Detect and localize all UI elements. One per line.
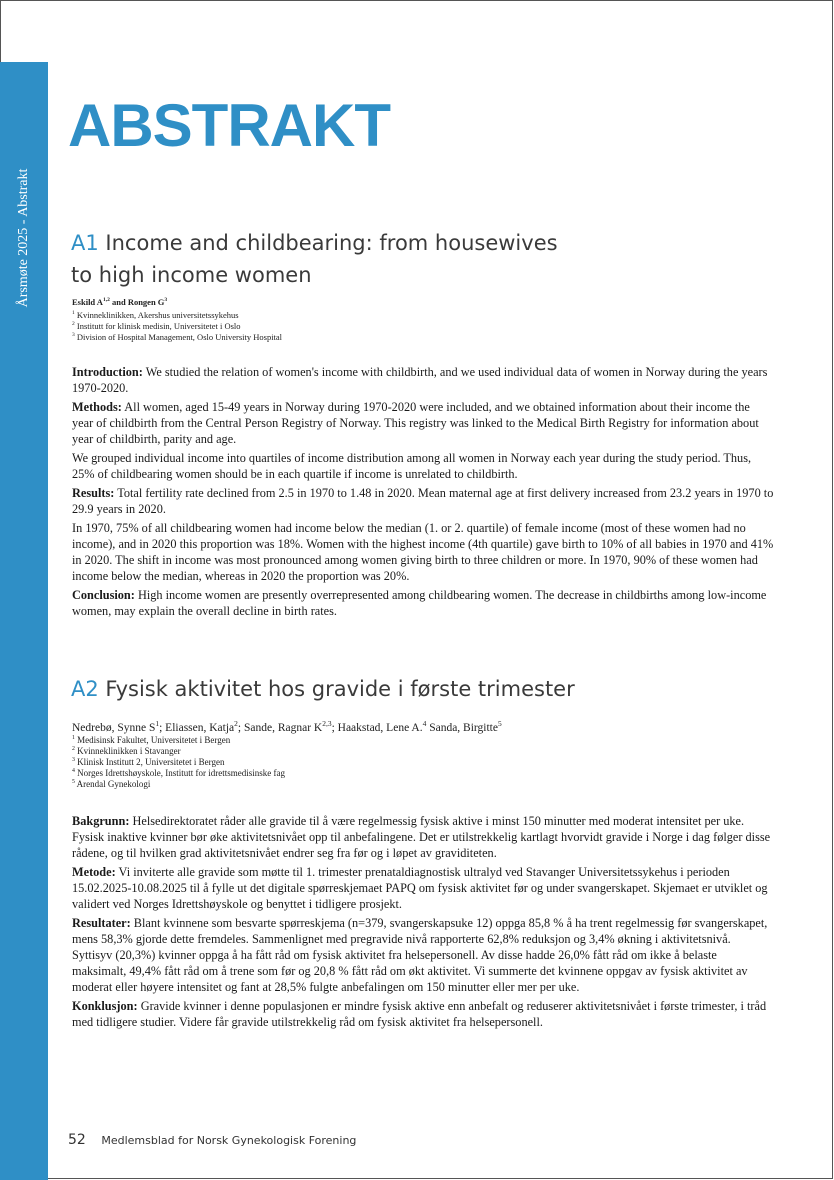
a1-authors-block: [72, 297, 282, 343]
a2-author-names: Nedrebø, Synne $S^1$; Eliassen, Katja$^2$; Sande, Ragnar K$^{2,3}$; Haakstad, Lene A.$^4$ Sanda, Birgitte$^5$: [72, 719, 502, 734]
a1-paragraph-text: We studied the relation of women's income with childbirth, and we used individual data of women in Norway during the years 1970-2020.: [72, 365, 768, 395]
publication-name: Medlemsblad for Norsk Gynekologisk Forening: [101, 1134, 357, 1147]
a2-title: Fysisk aktivitet hos gravide i første trimester: [105, 677, 575, 701]
a2-paragraph: [72, 915, 774, 995]
a2-body: [72, 813, 774, 1033]
a1-paragraph-text: Total fertility rate declined from 2.5 in 1970 to 1.48 in 2020. Mean maternal age at first delivery increased from 23.2 years in 1970 to 29.9 years in 2020.: [72, 486, 774, 516]
a1-affiliation: $^3$ Division of Hospital Management, Oslo University Hospital: [72, 332, 283, 342]
page-title: ABSTRAKT: [68, 92, 390, 159]
page-number: 52: [68, 1132, 86, 1148]
a2-paragraph: [72, 813, 774, 861]
a1-paragraph: [72, 485, 774, 517]
a2-number: A2: [71, 677, 99, 701]
a2-paragraph-text: Helsedirektoratet råder alle gravide til å være regelmessig fysisk aktive i minst 150 minutter med moderat intensitet per uke. Fysisk inaktive kvinner bør øke aktivitetsnivået opp til anbefalingene. Det er utilstrekkelig kartlagt hvorvidt gravide i Norge i dag følger disse rådene, og til hvilken grad aktivitetsnivået endrer seg fra før og i løpet av graviditeten.: [72, 814, 771, 860]
a1-paragraph: [72, 520, 774, 584]
a1-paragraph-text: All women, aged 15-49 years in Norway during 1970-2020 were included, and we obtained information about their income the year of childbirth from the Central Person Registry of Norway. This registry was linked to the Medical Birth Registry for information about year of childbirth, parity and age.: [72, 400, 759, 446]
a2-paragraph-label: Metode:: [72, 865, 116, 879]
a1-number: A1: [71, 231, 99, 255]
a1-paragraph: [72, 450, 774, 482]
a1-paragraph-text: High income women are presently overrepresented among childbearing women. The decrease in childbirths among low-income women, may explain the overall decline in birth rates.: [72, 588, 767, 618]
a2-paragraph-label: Resultater:: [72, 916, 131, 930]
a1-body: [72, 364, 774, 622]
a1-paragraph-text: We grouped individual income into quartiles of income distribution among all women in Norway each year during the study period. Thus, 25% of childbearing women should be in each quartile if income is unrelated to childbirth.: [72, 451, 752, 481]
sidebar-label: Årsmøte 2025 - Abstrakt: [16, 168, 31, 308]
a2-paragraph-text: Vi inviterte alle gravide som møtte til 1. trimester prenataldiagnostisk ultralyd ved Stavanger Universitetssykehus i perioden 15.02.2025-10.08.2025 til å fylle ut det digitale spørreskjemaet PAPQ om fysisk aktivitet før og under svangerskapet. Skjemaet er utviklet og validert ved Norges Idrettshøyskole og benyttet i tidligere prosjekt.: [72, 865, 768, 911]
a2-paragraph-text: Blant kvinnene som besvarte spørreskjema (n=379, svangerskapsuke 12) oppga 85,8 % å ha trent regelmessig før svangerskapet, mens 58,3% gjorde dette fremdeles. Sammenlignet med pregravide nivå rapporterte 62,8% reduksjon og 3,4% økning i aktivitetsnivå. Syttisyv (20,3%) kvinner oppga å ha fått råd om fysisk aktivitet fra helsepersonell. Av disse hadde 26,0% fått råd om ikke å belaste maksimalt, 49,4% fått råd om å trene som før og 20,8 % fått råd om økt aktivitet. Vi summerte det kvinnene oppgav av fysisk aktivitet av moderat eller høyere intensitet og fant at 28,5% fulgte anbefalingen om 150 minutter eller mer per uke.: [72, 916, 768, 994]
a1-paragraph: [72, 587, 774, 619]
a1-paragraph-label: Results:: [72, 486, 115, 500]
a2-affiliation: $^4$ Norges Idrettshøyskole, Institutt for idrettsmedisinske fag: [72, 768, 285, 778]
a1-paragraph-label: Introduction:: [72, 365, 143, 379]
a1-title-line1: Income and childbearing: from housewives: [105, 231, 558, 255]
a1-affiliation: $^1$ Kvinneklinikken, Akershus universitetssykehus: [72, 310, 239, 320]
a1-author-names: Eskild A$^{1,2}$ and Rongen $G^3$: [72, 297, 168, 307]
a1-heading: [71, 227, 558, 291]
a2-heading: [71, 673, 575, 705]
a1-paragraph-text: In 1970, 75% of all childbearing women had income below the median (1. or 2. quartile) of female income (most of these women had no income), and in 2020 this proportion was 18%. Women with the highest income (4th quartile) gave birth to 10% of all babies in 1970 and 41% in 2020. The shift in income was most pronounced among women giving birth to three children or more. In 1970, 90% of these women had income below the median, whereas in 2020 the proportion was 20%.: [72, 521, 774, 583]
a2-affiliations: [72, 735, 502, 790]
a2-affiliation: $^3$ Klinisk Institutt 2, Universitetet i Bergen: [72, 757, 225, 767]
a2-paragraph: [72, 998, 774, 1030]
a1-affiliations: [72, 310, 282, 343]
a1-paragraph-label: Methods:: [72, 400, 122, 414]
a2-paragraph-label: Bakgrunn:: [72, 814, 130, 828]
a2-authors-block: [72, 721, 502, 790]
a1-affiliation: $^2$ Institutt for klinisk medisin, Universitetet i Oslo: [72, 321, 241, 331]
a1-paragraph: [72, 364, 774, 396]
a1-paragraph-label: Conclusion:: [72, 588, 135, 602]
a2-affiliation: $^5$ Arendal Gynekologi: [72, 779, 151, 789]
a2-paragraph: [72, 864, 774, 912]
sidebar-band: [0, 62, 48, 1180]
footer: [68, 1132, 356, 1148]
a2-paragraph-text: Gravide kvinner i denne populasjonen er mindre fysisk aktive enn anbefalt og reduserer aktivitetsnivået i første trimester, i tråd med tidligere studier. Videre får gravide utilstrekkelig råd om fysisk aktivitet fra helsepersonell.: [72, 999, 767, 1029]
a2-paragraph-label: Konklusjon:: [72, 999, 138, 1013]
a1-title-line2: to high income women: [71, 263, 312, 287]
a2-affiliation: $^2$ Kvinneklinikken i Stavanger: [72, 746, 181, 756]
a2-affiliation: $^1$ Medisinsk Fakultet, Universitetet i Bergen: [72, 735, 231, 745]
a1-paragraph: [72, 399, 774, 447]
